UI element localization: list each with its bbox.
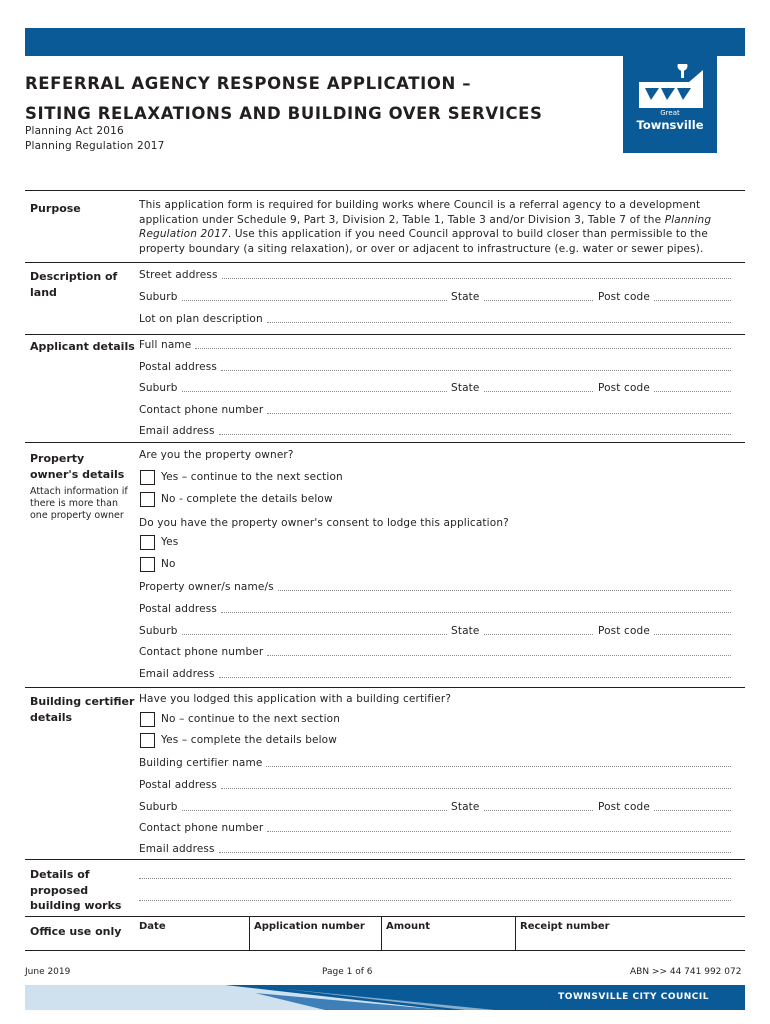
applicant-full-name-field[interactable]: Full name [139,337,731,351]
certifier-postal-field[interactable]: Postal address [139,777,731,791]
land-state-field[interactable]: State [451,289,593,303]
certifier-section [25,687,745,859]
works-line-1[interactable] [139,878,731,879]
form-title-line1: REFERRAL AGENCY RESPONSE APPLICATION – [25,74,472,93]
consent-no-label: No [161,558,176,570]
certifier-question: Have you lodged this application with a building certifier? [139,693,452,705]
certifier-suburb-field[interactable]: Suburb [139,799,447,813]
consent-yes-checkbox[interactable] [140,535,155,550]
applicant-state-field[interactable]: State [451,380,593,394]
applicant-suburb-field[interactable]: Suburb [139,380,447,394]
applicant-phone-field[interactable]: Contact phone number [139,402,731,416]
owner-email-field[interactable]: Email address [139,666,731,680]
owner-yes-label: Yes – continue to the next section [161,471,343,483]
consent-yes-label: Yes [161,536,179,548]
footer-bar [25,985,745,1010]
owner-suburb-field[interactable]: Suburb [139,623,447,637]
certifier-email-field[interactable]: Email address [139,841,731,855]
owner-yes-checkbox[interactable] [140,470,155,485]
townsville-logo-icon [637,64,703,110]
lot-on-plan-field[interactable]: Lot on plan description [139,311,731,325]
certifier-yes-checkbox[interactable] [140,733,155,748]
planning-regulation-reference: Planning Regulation 2017 [139,213,712,240]
logo-small-text: Great [660,109,680,117]
land-label: Description of land [30,270,118,299]
footer-date: June 2019 [25,967,71,977]
owner-note: Attach information if there is more than one property owner [30,486,128,521]
owner-postal-field[interactable]: Postal address [139,601,731,615]
owner-postcode-field[interactable]: Post code [598,623,731,637]
owner-label: Property owner's details [30,452,125,481]
planning-act: Planning Act 2016 [25,125,124,137]
office-date-label: Date [139,921,166,932]
office-divider-2 [381,917,382,951]
purpose-label: Purpose [30,202,81,215]
owner-state-field[interactable]: State [451,623,593,637]
land-section [25,262,745,334]
owner-no-checkbox[interactable] [140,492,155,507]
land-suburb-field[interactable]: Suburb [139,289,447,303]
owner-phone-field[interactable]: Contact phone number [139,644,731,658]
owner-section [25,442,745,687]
header-bar [25,28,745,56]
footer-abn: ABN >> 44 741 992 072 [630,967,742,977]
certifier-label: Building certifier details [30,695,135,724]
applicant-section [25,334,745,442]
footer-page: Page 1 of 6 [322,967,373,977]
works-label: Details of proposed building works [30,868,122,912]
works-section [25,859,745,916]
office-section [25,916,745,951]
purpose-section [25,190,745,262]
certifier-no-checkbox[interactable] [140,712,155,727]
applicant-label: Applicant details [30,340,135,353]
consent-no-checkbox[interactable] [140,557,155,572]
office-divider-3 [515,917,516,951]
certifier-postcode-field[interactable]: Post code [598,799,731,813]
townsville-logo [623,56,717,153]
owner-no-label: No - complete the details below [161,493,333,505]
applicant-postal-field[interactable]: Postal address [139,359,731,373]
certifier-yes-label: Yes – complete the details below [161,734,337,746]
logo-name: Townsville [636,118,704,132]
owner-question-1: Are you the property owner? [139,449,294,461]
works-line-2[interactable] [139,900,731,901]
applicant-postcode-field[interactable]: Post code [598,380,731,394]
office-amount-label: Amount [386,921,431,932]
owner-question-2: Do you have the property owner's consent to lodge this application? [139,517,509,529]
owner-names-field[interactable]: Property owner/s name/s [139,579,731,593]
office-label: Office use only [30,925,122,938]
land-postcode-field[interactable]: Post code [598,289,731,303]
council-name: TOWNSVILLE CITY COUNCIL [558,992,709,1002]
office-receipt-label: Receipt number [520,921,610,932]
certifier-state-field[interactable]: State [451,799,593,813]
purpose-text: This application form is required for building works where Council is a referral agency to a development application under Schedule 9, Part 3, Division 2, Table 1, Table 3 and/or Division 3, Table 7 of the Planning Regulation 2017. Use this application if you need Council approval to build closer than permissible to the property boundary (a siting relaxation), or over or adjacent to infrastructure (e.g. water or sewer pipes). [139,199,712,255]
planning-regulation: Planning Regulation 2017 [25,140,165,152]
certifier-no-label: No – continue to the next section [161,713,341,725]
form-title-line2: SITING RELAXATIONS AND BUILDING OVER SERVICES [25,104,543,123]
certifier-phone-field[interactable]: Contact phone number [139,820,731,834]
certifier-name-field[interactable]: Building certifier name [139,755,731,769]
office-divider-1 [249,917,250,951]
street-address-field[interactable]: Street address [139,267,731,281]
office-app-number-label: Application number [254,921,365,932]
applicant-email-field[interactable]: Email address [139,423,731,437]
